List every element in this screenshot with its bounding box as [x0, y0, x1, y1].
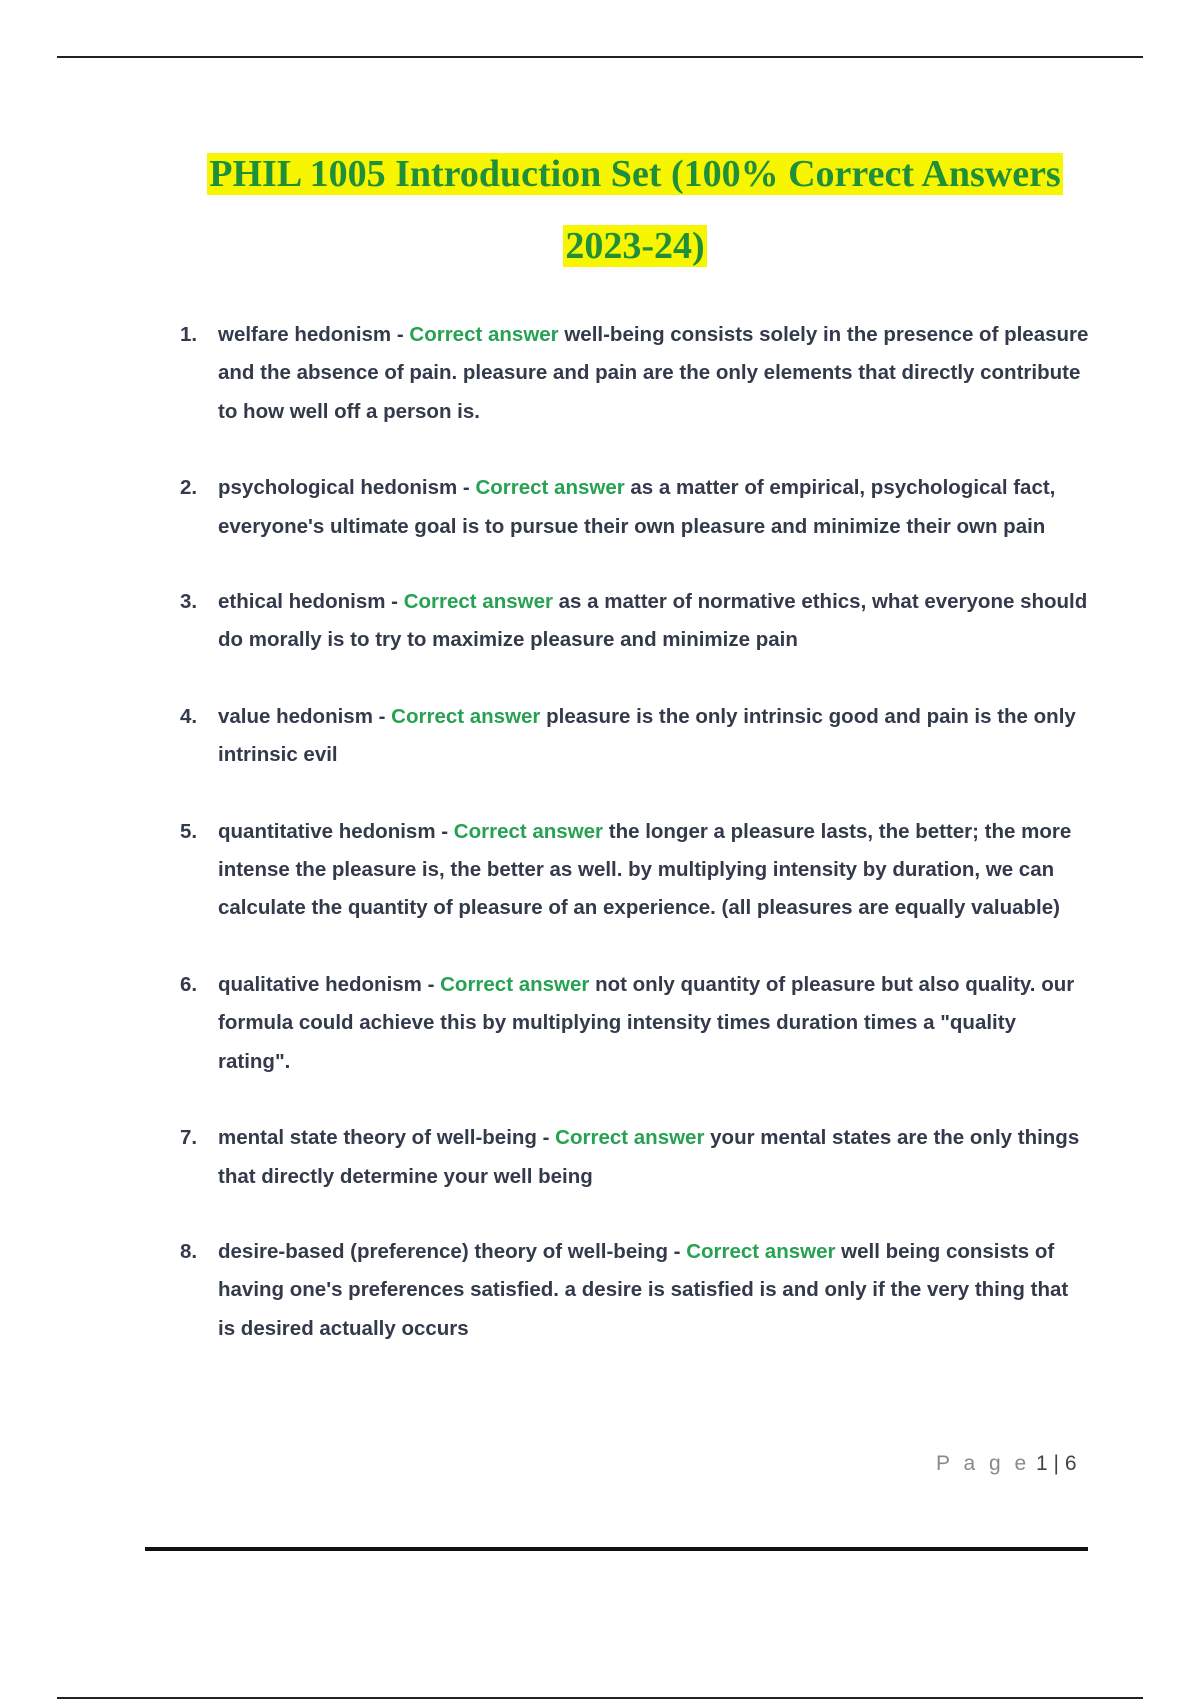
- item-number: 8.: [180, 1239, 198, 1263]
- qa-item: [180, 813, 1090, 928]
- item-separator: -: [421, 972, 441, 996]
- qa-list: [180, 316, 1090, 1348]
- item-answer: well being consists of having one's preferences satisfied. a desire is satisfied is and only if the very thing that is desired actually occurs: [218, 1239, 1069, 1340]
- item-number: 3.: [180, 590, 198, 614]
- item-term: mental state theory of well-being: [218, 1126, 537, 1150]
- item-answer: your mental states are the only things that directly determine your well being: [218, 1126, 1080, 1188]
- item-separator: -: [667, 1239, 687, 1263]
- item-separator: -: [391, 323, 410, 346]
- correct-answer-label: Correct answer: [555, 1126, 705, 1150]
- correct-answer-label: Correct answer: [440, 972, 590, 996]
- item-term: psychological hedonism: [218, 476, 458, 500]
- item-answer: as a matter of empirical, psychological fact, everyone's ultimate goal is to pursue their own pleasure and minimize their own pain: [218, 476, 1056, 538]
- item-answer: the longer a pleasure lasts, the better; the more intense the pleasure is, the better as well. by multiplying intensity by duration, we can calculate the quantity of pleasure of an experience. (all pleasures are equally valuable): [218, 819, 1072, 920]
- correct-answer-label: Correct answer: [686, 1239, 836, 1263]
- item-term: quantitative hedonism: [218, 819, 436, 843]
- page-number: [936, 1452, 1077, 1476]
- item-separator: -: [372, 704, 392, 728]
- correct-answer-label: Correct answer: [391, 704, 541, 728]
- top-rule: [57, 56, 1143, 58]
- item-answer: not only quantity of pleasure but also quality. our formula could achieve this by multiplying intensity times duration times a "quality rating".: [218, 972, 1075, 1073]
- page-current: 1: [1036, 1452, 1048, 1475]
- item-number: 4.: [180, 704, 198, 728]
- title-line-2: 2023-24): [565, 225, 705, 267]
- qa-item: [180, 1119, 1090, 1196]
- item-separator: -: [385, 590, 404, 614]
- item-separator: -: [435, 819, 454, 843]
- correct-answer-label: Correct answer: [453, 819, 604, 843]
- qa-item: [180, 583, 1090, 660]
- item-answer: as a matter of normative ethics, what everyone should do morally is to try to maximize pleasure and minimize pain: [218, 590, 1088, 652]
- item-answer: well-being consists solely in the presence of pleasure and the absence of pain. pleasure and pain are the only elements that directly contribute to how well off a person is.: [218, 323, 1089, 423]
- title-line-1: PHIL 1005 Introduction Set (100% Correct Answers: [209, 153, 1061, 195]
- qa-item: [180, 1233, 1090, 1348]
- qa-item: [180, 316, 1090, 431]
- item-separator: -: [457, 476, 476, 500]
- bottom-edge-rule: [57, 1697, 1143, 1699]
- item-number: 7.: [180, 1126, 198, 1150]
- item-number: 2.: [180, 476, 198, 500]
- item-number: 6.: [180, 972, 198, 996]
- qa-item: [180, 966, 1090, 1081]
- footer-rule: [145, 1547, 1088, 1551]
- item-separator: -: [536, 1126, 556, 1150]
- page-divider: |: [1053, 1452, 1060, 1475]
- item-answer: pleasure is the only intrinsic good and pain is the only intrinsic evil: [218, 704, 1076, 767]
- correct-answer-label: Correct answer: [403, 590, 553, 614]
- correct-answer-label: Correct answer: [409, 323, 559, 346]
- correct-answer-label: Correct answer: [475, 476, 625, 500]
- document-title: [150, 138, 1120, 282]
- item-number: 5.: [180, 819, 198, 843]
- item-number: 1.: [180, 323, 198, 346]
- item-term: qualitative hedonism: [218, 972, 422, 996]
- page-total: 6: [1064, 1452, 1077, 1475]
- item-term: welfare hedonism: [218, 323, 392, 346]
- item-term: value hedonism: [218, 704, 373, 728]
- item-term: ethical hedonism: [218, 590, 386, 614]
- page-label: P a g e: [936, 1452, 1031, 1475]
- item-term: desire-based (preference) theory of well-being: [218, 1239, 668, 1263]
- qa-item: [180, 469, 1090, 546]
- qa-item: [180, 698, 1090, 775]
